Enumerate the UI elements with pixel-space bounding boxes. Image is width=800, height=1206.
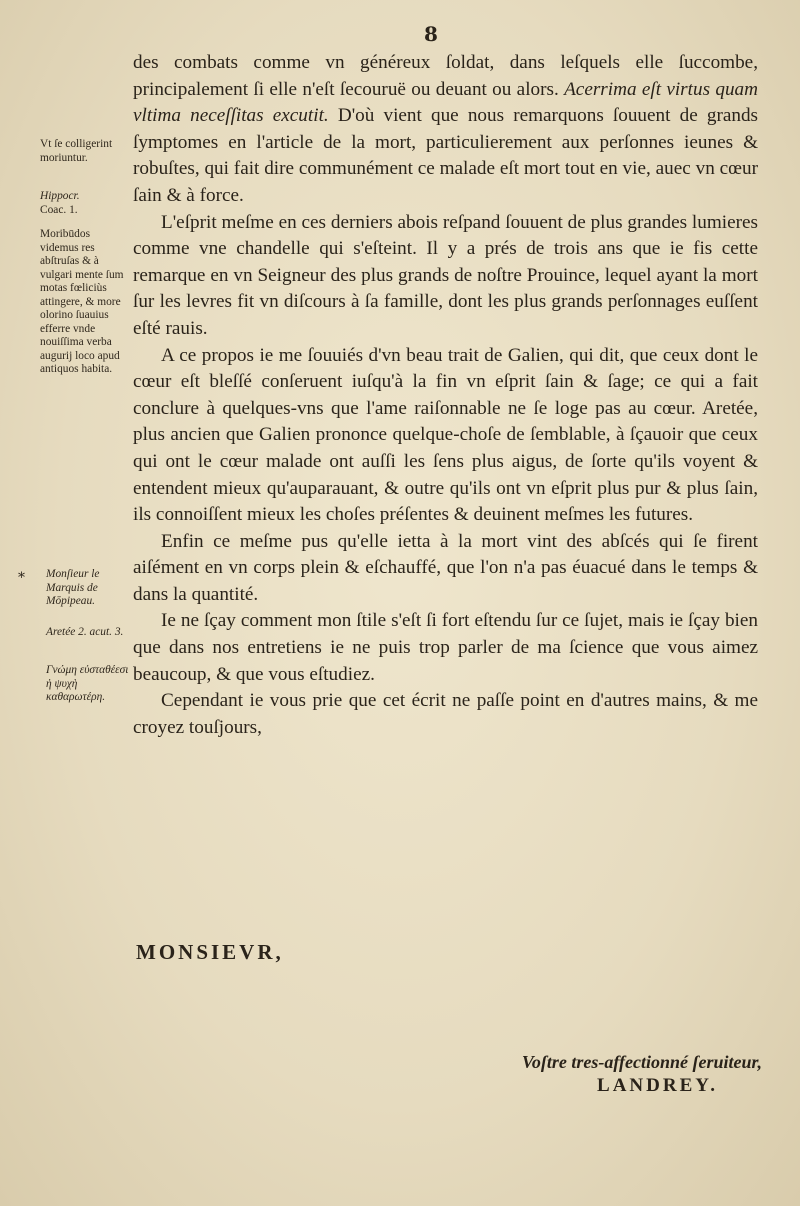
margin-note-text: Moribūdos videmus res abſtruſas & à vulgari mente ſum motas fœliciùs attingere, & more olorino ſuauius efferre vnde nouiſſima verba augurij loco apud antiquos habita. (40, 228, 124, 375)
main-text-block (133, 50, 758, 741)
body-paragraph (133, 50, 758, 210)
margin-note-text: Vt ſe colligerint moriuntur. (40, 138, 113, 164)
margin-note-text: Hippocr. (40, 190, 80, 202)
margin-note-text: Monſieur le Marquis de Mōpipeau. (46, 568, 100, 607)
body-paragraph (133, 529, 758, 609)
paragraph-text: L'eſprit meſme en ces derniers abois reſpand ſouuent de plus grandes lumieres comme vne chandelle qui s'eſteint. Il y a prés de trois ans que ie fis cette remarque en vn Seigneur des plus grands de noſtre Prouince, lequel ayant la mort ſur les levres fit vn diſcours à ſa famille, dont les plus grands perſonnages euſſent eſté rauis. (133, 211, 758, 339)
margin-note-text: Aretée 2. acut. 3. (46, 626, 124, 638)
margin-note-hippocratic-saying (40, 138, 128, 165)
paragraph-text: A ce propos ie me ſouuiés d'vn beau trait de Galien, qui dit, que ceux dont le cœur eſt bleſſé conſeruent iuſqu'à la fin vn eſprit ſain & ſage; ce qui a fait conclure à quelques-vns que l'ame raiſonnable ne ſe loge pas au cœur. Aretée, plus ancien que Galien prononce quelque-choſe de ſemblable, à ſçauoir que ceux qui ont le cœur malade ont auſſi les ſens plus aigus, de ſorte qu'ils voyent & entendent mieux qu'auparauant, & outre qu'ils ont vn eſprit plus pur & plus ſain, ils connoiſſent mieux les choſes préſentes & deuinent meſmes les futures. (133, 344, 758, 526)
margin-note-greek (46, 664, 134, 705)
margin-asterisk: * (18, 570, 25, 586)
margin-note-marquis (46, 568, 134, 609)
body-paragraph (133, 210, 758, 343)
paragraph-text: Cependant ie vous prie que cet écrit ne paſſe point en d'autres mains, & me croyez touſjours, (133, 690, 758, 738)
page-number: 8 (424, 22, 438, 46)
paragraph-text: Enfin ce meſme pus qu'elle ietta à la mort vint des abſcés qui ſe firent aiſément en vn corps plein & eſchauffé, que l'on n'a pas éuacué dans le temps & dans la quantité. (133, 530, 758, 605)
signature: LANDREY. (597, 1075, 718, 1096)
body-paragraph (133, 688, 758, 741)
paragraph-text: des combats comme vn généreux ſoldat, dans leſquels elle ſuccombe, principalement ſi elle n'eſt ſecouruë ou deuant ou alors. (133, 52, 758, 100)
margin-note-text: Γνώμη εὐσταθέεσι ἡ ψυχὴ καθαρωτέρη. (46, 664, 129, 703)
margin-note-latin-dying (40, 228, 128, 377)
latin-quotation: Acerrima eſt virtus quam vltima neceſſitas excutit. (133, 78, 758, 127)
valediction: Voſtre tres-affectionné ſeruiteur, (521, 1052, 762, 1072)
salutation: MONSIEVR, (136, 940, 284, 964)
body-paragraph (133, 608, 758, 688)
body-paragraph (133, 343, 758, 529)
margin-note-aretee (46, 626, 134, 640)
margin-note-hippocr-ref (40, 190, 128, 217)
paragraph-text: Ie ne ſçay comment mon ſtile s'eſt ſi fort eſtendu ſur ce ſujet, mais ie ſçay bien que dans nos entretiens ie ne puis trop parler de ma ſcience que vous aimez beaucoup, & que vous eſtudiez. (133, 610, 758, 685)
paragraph-text: D'où vient que nous remarquons ſouuent de grands ſymptomes en l'article de la mort, particulierement aux perſonnes ieunes & robuſtes, qui fait dire communément ce malade eſt mort tout en vie, auec vn cœur ſain & à force. (133, 105, 759, 206)
letter-closing (522, 1052, 762, 1097)
margin-note-text: Coac. 1. (40, 203, 78, 216)
